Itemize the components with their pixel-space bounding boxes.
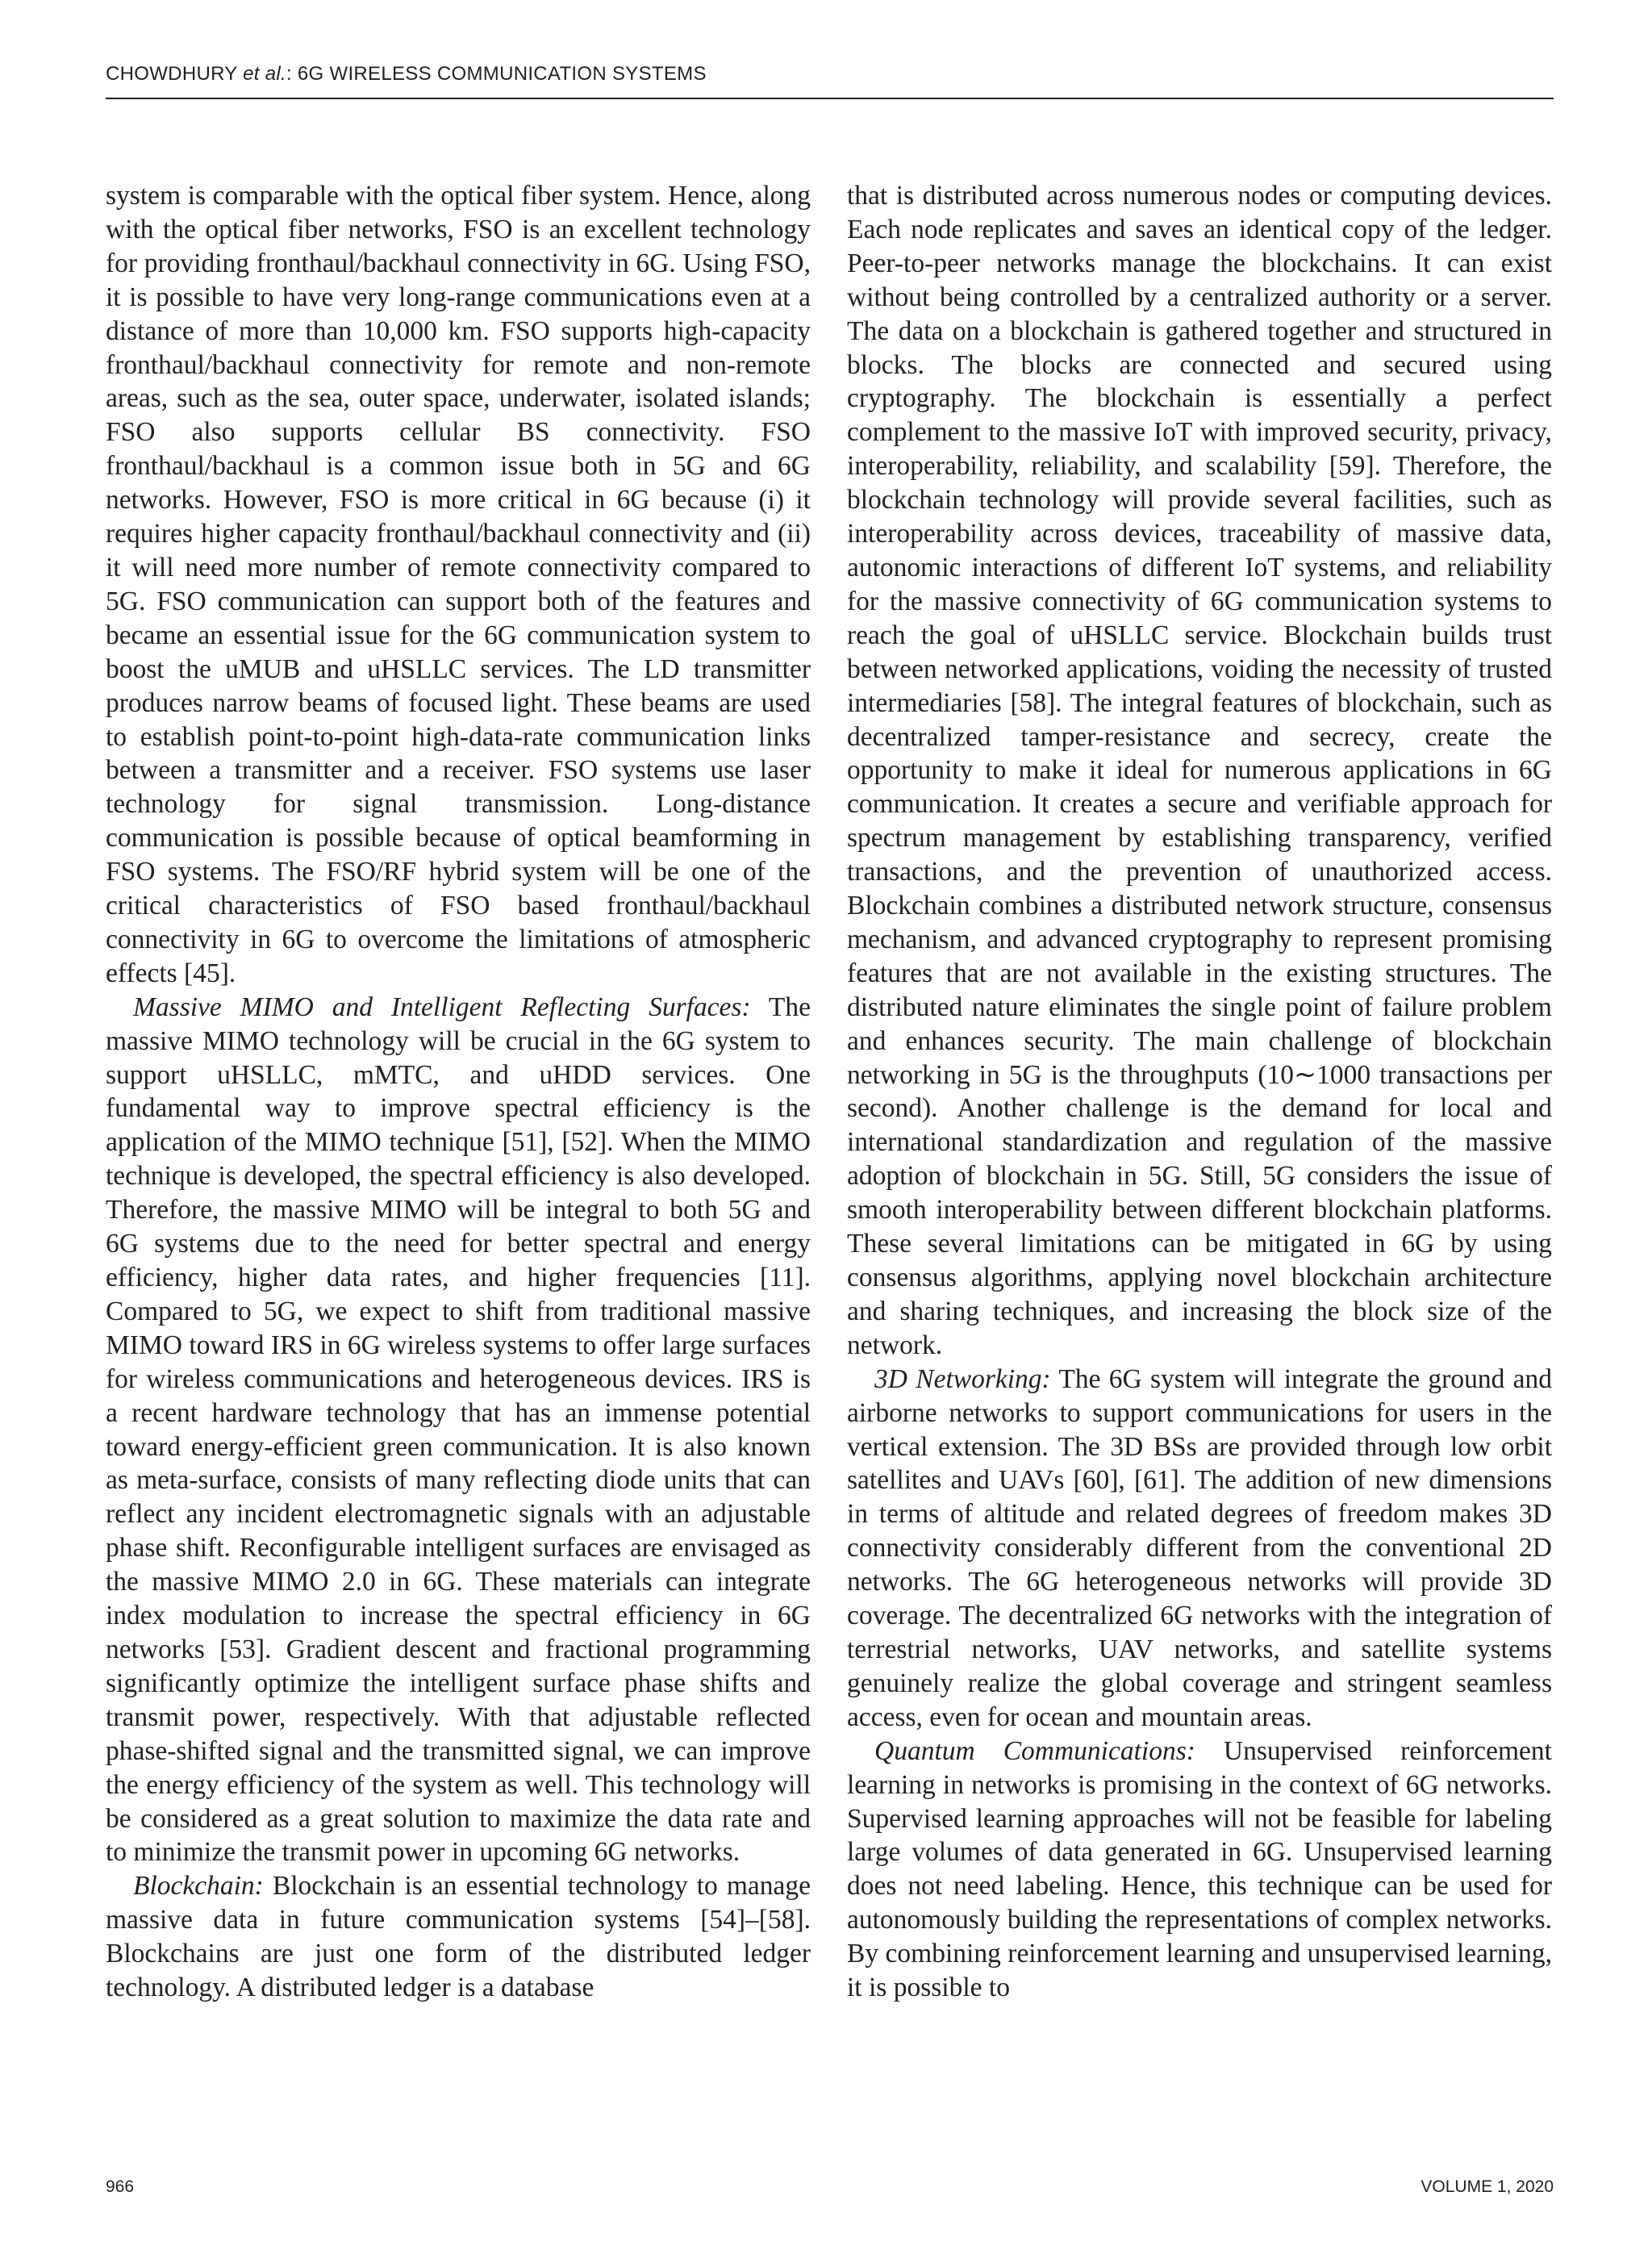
massive-mimo-heading: Massive MIMO and Intelligent Reflecting Surfaces: (133, 992, 751, 1022)
blockchain-paragraph-continued: that is distributed across numerous nodes or computing devices. Each node replicates and saves an identical copy of the ledger. Peer-to-peer networks manage the blockchains. It can exist without being controlled by a centralized authority or a server. The data on a blockchain is gathered together and structured in blocks. The blocks are connected and secured using cryptography. The blockchain is essentially a perfect complement to the massive IoT with improved security, privacy, interoperability, reliability, and scalability [59]. Therefore, the blockchain technology will provide several facilities, such as interoperability across devices, traceability of massive data, autonomic interactions of different IoT systems, and reliability for the massive connectivity of 6G communication systems to reach the goal of uHSLLC service. Blockchain builds trust between networked applications, voiding the necessity of trusted intermediaries [58]. The integral features of blockchain, such as decentralized tamper-resistance and secrecy, create the opportunity to make it ideal for numerous applications in 6G communication. It creates a secure and verifiable approach for spectrum management by establishing transparency, verified transactions, and the prevention of unauthorized access. Blockchain combines a distributed network structure, consensus mechanism, and advanced cryptography to represent promising features that are not available in the existing structures. The distributed nature eliminates the single point of failure problem and enhances security. The main challenge of blockchain networking in 5G is the throughputs (10∼1000 transactions per second). Another challenge is the demand for local and international standardization and regulation of the massive adoption of blockchain in 5G. Still, 5G considers the issue of smooth interoperability between different blockchain platforms. These several limitations can be mitigated in 6G by using consensus algorithms, applying novel blockchain architecture and sharing techniques, and increasing the block size of the network. (847, 181, 1552, 1360)
3d-networking-paragraph (847, 1363, 1552, 1735)
header-authors: CHOWDHURY (106, 63, 238, 85)
right-column (847, 179, 1552, 2005)
volume-label: VOLUME 1, 2020 (1420, 2177, 1554, 2196)
massive-mimo-paragraph (106, 991, 811, 1870)
quantum-communications-heading: Quantum Communications: (874, 1735, 1195, 1766)
header-etal: et al. (243, 63, 286, 85)
blockchain-heading: Blockchain: (133, 1871, 264, 1902)
left-column (106, 179, 811, 2005)
massive-mimo-body: The massive MIMO technology will be crucial in the 6G system to support uHSLLC, mMTC, and uHDD services. One fundamental way to improve spectral efficiency is the application of the MIMO technique [51], [52]. When the MIMO technique is developed, the spectral efficiency is also developed. Therefore, the massive MIMO will be integral to both 5G and 6G systems due to the need for better spectral and energy efficiency, higher data rates, and higher frequencies [11]. Compared to 5G, we expect to shift from traditional massive MIMO toward IRS in 6G wireless systems to offer large surfaces for wireless communications and heterogeneous devices. IRS is a recent hardware technology that has an immense potential toward energy-efficient green communication. It is also known as meta-surface, consists of many reflecting diode units that can reflect any incident electromagnetic signals with an adjustable phase shift. Reconfigurable intelligent surfaces are envisaged as the massive MIMO 2.0 in 6G. These materials can integrate index modulation to increase the spectral efficiency in 6G networks [53]. Gradient descent and fractional programming significantly optimize the intelligent surface phase shifts and transmit power, respectively. With that adjustable reflected phase-shifted signal and the transmitted signal, we can improve the energy efficiency of the system as well. This technology will be considered as a great solution to maximize the data rate and to minimize the transmit power in upcoming 6G networks. (106, 992, 811, 1868)
3d-networking-heading: 3D Networking: (874, 1363, 1051, 1394)
quantum-communications-paragraph (847, 1735, 1552, 2005)
header-rule (106, 98, 1554, 99)
page-number: 966 (106, 2177, 135, 2196)
header-title: : 6G WIRELESS COMMUNICATION SYSTEMS (286, 63, 707, 85)
blockchain-paragraph (106, 1869, 811, 2005)
fso-paragraph-continued: system is comparable with the optical fiber system. Hence, along with the optical fiber networks, FSO is an excellent technology for providing fronthaul/backhaul connectivity in 6G. Using FSO, it is possible to have very long-range communications even at a distance of more than 10,000 km. FSO supports high-capacity fronthaul/backhaul connectivity for remote and non-remote areas, such as the sea, outer space, underwater, isolated islands; FSO also supports cellular BS connectivity. FSO fronthaul/backhaul is a common issue both in 5G and 6G networks. However, FSO is more critical in 6G because (i) it requires higher capacity fronthaul/backhaul connectivity and (ii) it will need more number of remote connectivity compared to 5G. FSO communication can support both of the features and became an essential issue for the 6G communication system to boost the uMUB and uHSLLC services. The LD transmitter produces narrow beams of focused light. These beams are used to establish point-to-point high-data-rate communication links between a transmitter and a receiver. FSO systems use laser technology for signal transmission. Long-distance communication is possible because of optical beamforming in FSO systems. The FSO/RF hybrid system will be one of the critical characteristics of FSO based fronthaul/backhaul connectivity in 6G to overcome the limitations of atmospheric effects [45]. (106, 181, 811, 988)
blockchain-body: Blockchain is an essential technology to manage massive data in future communication systems [54]–[58]. Blockchains are just one form of the distributed ledger technology. A distributed ledger is a database (106, 1871, 811, 2003)
3d-networking-body: The 6G system will integrate the ground and airborne networks to support communications for users in the vertical extension. The 3D BSs are provided through low orbit satellites and UAVs [60], [61]. The addition of new dimensions in terms of altitude and related degrees of freedom makes 3D connectivity considerably different from the conventional 2D networks. The 6G heterogeneous networks will provide 3D coverage. The decentralized 6G networks with the integration of terrestrial networks, UAV networks, and satellite systems genuinely realize the global coverage and stringent seamless access, even for ocean and mountain areas. (847, 1363, 1552, 1732)
quantum-communications-body: Unsupervised reinforcement learning in networks is promising in the context of 6G networks. Supervised learning approaches will not be feasible for labeling large volumes of data generated in 6G. Unsupervised learning does not need labeling. Hence, this technique can be used for autonomously building the representations of complex networks. By combining reinforcement learning and unsupervised learning, it is possible to (847, 1735, 1552, 2003)
running-header (106, 63, 1554, 86)
